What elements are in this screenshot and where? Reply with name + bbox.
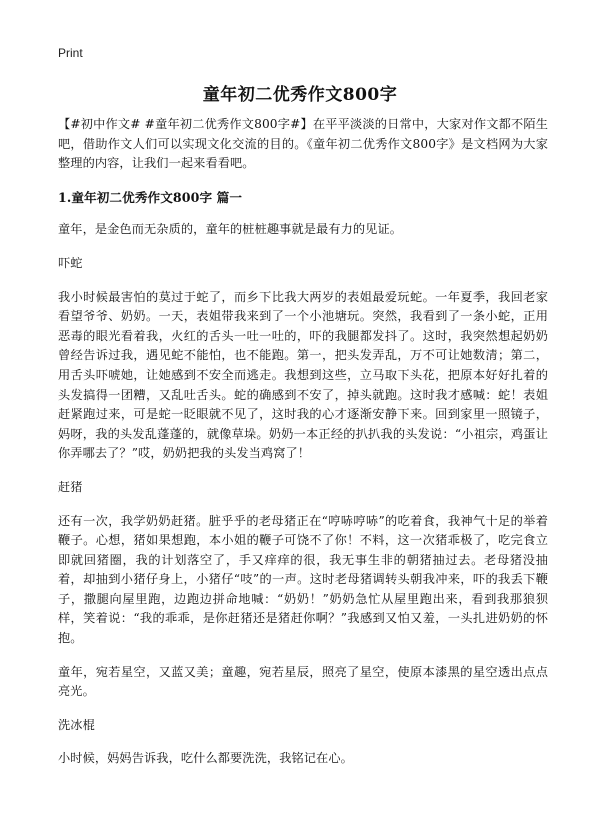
subheading-pig: 赶猪 — [58, 479, 83, 494]
subheading-popsicle: 洗冰棍 — [58, 717, 95, 732]
paragraph-popsicle: 小时候，妈妈告诉我，吃什么都要洗洗，我铭记在心。 — [58, 751, 353, 766]
subheading-snake: 吓蛇 — [58, 255, 83, 270]
print-label: Print — [58, 46, 83, 60]
article-body — [58, 115, 548, 783]
paragraph-snake: 我小时候最害怕的莫过于蛇了，而乡下比我大两岁的表姐最爱玩蛇。一年夏季，我回老家看望爷爷、奶奶。一天，表姐带我来到了一个小池塘玩。突然，我看到了一条小蛇，正用恶毒的眼光看着我，火红的舌头一吐一吐的，吓的我腿都发抖了。这时，我突然想起奶奶曾经告诉过我，遇见蛇不能怕，也不能跑。第一，把头发弄乱，万不可让她数清；第二，用舌头吓唬她，让她感到不安全而逃走。我想到这些，立马取下头花，把原本好好扎着的头发搞得一团糟，又乱吐舌头。蛇的确感到不安了，掉头就跑。这时我才感喊：蛇！表姐赶紧跑过来，可是蛇一眨眼就不见了，这时我的心才逐渐安静下来。回到家里一照镜子，妈呀，我的头发乱蓬蓬的，就像草垛。奶奶一本正经的扒扒我的头发说：“小祖宗，鸡蛋让你弄哪去了？”哎，奶奶把我的头发当鸡窝了！ — [58, 289, 548, 461]
opening-paragraph: 童年，是金色而无杂质的，童年的桩桩趣事就是最有力的见证。 — [58, 222, 403, 237]
closing-paragraph: 童年，宛若星空，又蓝又美；童趣，宛若星辰，照亮了星空，使原本漆黑的星空透出点点亮光。 — [58, 664, 548, 699]
page-title: 童年初二优秀作文800字 — [202, 85, 398, 105]
intro-paragraph: 【#初中作文# #童年初二优秀作文800字#】在平平淡淡的日常中，大家对作文都不陌生吧，借助作文人们可以实现文化交流的目的。《童年初二优秀作文800字》是文档网为大家整理的内容，让我们一起来看看吧。 — [58, 117, 548, 171]
paragraph-pig: 还有一次，我学奶奶赶猪。脏乎乎的老母猪正在“哼哧哼哧”的吃着食，我神气十足的举着鞭子。心想，猪如果想跑，本小姐的鞭子可饶不了你！不料，这一次猪乖极了，吃完食立即就回猪圈，我的计划落空了，手又痒痒的很，我无事生非的朝猪抽过去。老母猪没抽着，却抽到小猪仔身上，小猪仔“吱”的一声。这时老母猪调转头朝我冲来，吓的我丢下鞭子，撒腿向屋里跑，边跑边拼命地喊：“奶奶！”奶奶急忙从屋里跑出来，看到我那狼狈样，笑着说：“我的乖乖，是你赶猪还是猪赶你啊？”我感到又怕又羞，一头扎进奶奶的怀抱。 — [58, 513, 548, 646]
section-heading: 1.童年初二优秀作文800字 篇一 — [58, 189, 243, 205]
